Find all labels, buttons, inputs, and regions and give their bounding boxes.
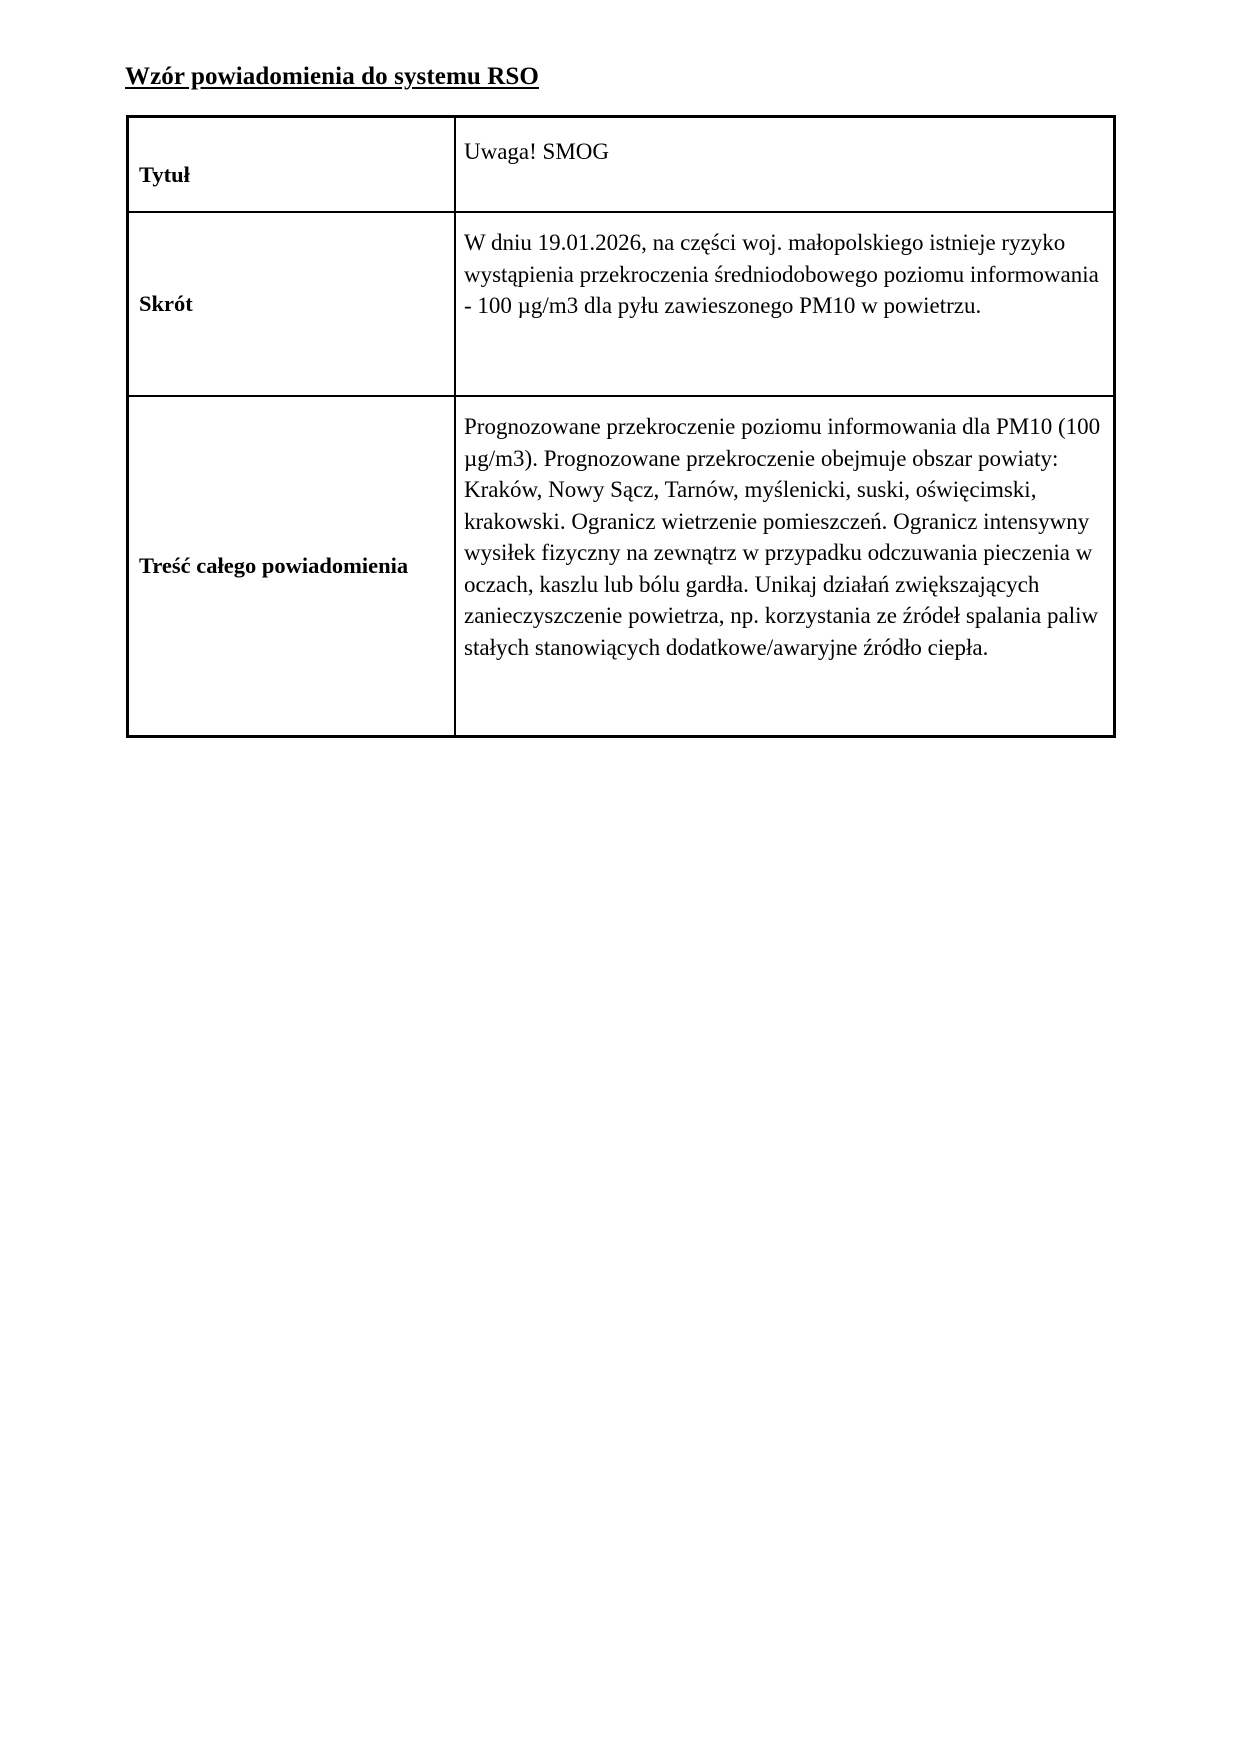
page-title: Wzór powiadomienia do systemu RSO <box>125 63 539 90</box>
row-value-summary: W dniu 19.01.2026, na części woj. małopolskiego istnieje ryzyko wystąpienia przekroczenia średniodobowego poziomu informowania - 100 µg/m3 dla pyłu zawieszonego PM10 w powietrzu. <box>455 212 1115 396</box>
row-label-title: Tytuł <box>128 117 456 213</box>
row-label-summary: Skrót <box>128 212 456 396</box>
notification-table <box>126 115 1116 738</box>
table-row-title <box>128 117 1115 213</box>
row-label-full-content: Treść całego powiadomienia <box>128 396 456 737</box>
row-value-title: Uwaga! SMOG <box>455 117 1115 213</box>
table-row-full-content <box>128 396 1115 737</box>
row-value-full-content: Prognozowane przekroczenie poziomu informowania dla PM10 (100 µg/m3). Prognozowane przekroczenie obejmuje obszar powiaty: Kraków, Nowy Sącz, Tarnów, myślenicki, suski, oświęcimski, krakowski. Ogranicz wietrzenie pomieszczeń. Ogranicz intensywny wysiłek fizyczny na zewnątrz w przypadku odczuwania pieczenia w oczach, kaszlu lub bólu gardła. Unikaj działań zwiększających zanieczyszczenie powietrza, np. korzystania ze źródeł spalania paliw stałych stanowiących dodatkowe/awaryjne źródło ciepła. <box>455 396 1115 737</box>
table-row-summary <box>128 212 1115 396</box>
